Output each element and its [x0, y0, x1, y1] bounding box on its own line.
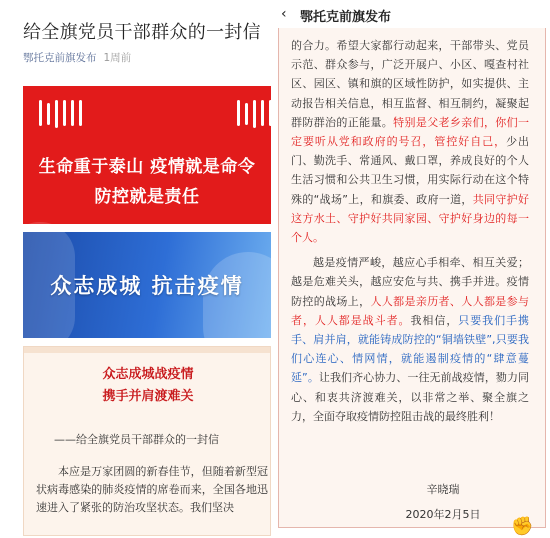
- p2-blue-highlight: 只要我们手携手、肩并肩，就能铸成防控的“铜墙铁壁”,只要我们心连心、情网情，就能遏制疫情的“肆意蔓延”。: [291, 313, 530, 385]
- p2-text: 我相信，: [410, 313, 459, 327]
- p2-text: 让我们齐心协力、一往无前战疫情，勠力同心、和衷共济渡难关，以非常之举、聚全旗之力，全面夺取疫情防控阻击战的最终胜利！: [291, 371, 530, 423]
- right-article-panel: [272, 0, 550, 537]
- nav-header: [272, 0, 550, 28]
- letter-frame: [278, 28, 546, 537]
- red-banner-line2: 防控就是责任: [94, 187, 200, 207]
- p1-highlight: 共同守护好这方水土、守护好共同家园、守护好身边的每一个人。: [291, 192, 529, 245]
- signature-date: 2020年2月5日: [405, 508, 481, 521]
- letter-subtitle: ——给全旗党员干部群众的一封信: [54, 433, 219, 446]
- blue-banner-image: [23, 232, 271, 338]
- paragraph-1: [291, 36, 529, 247]
- blue-banner-text: 众志成城 抗击疫情: [50, 274, 244, 298]
- red-banner-image: [23, 86, 271, 224]
- card-edge: [24, 347, 270, 353]
- publish-time: 1周前: [103, 52, 132, 64]
- signature-name: 辛晓瑞: [426, 483, 460, 496]
- header-title: 鄂托克前旗发布: [300, 10, 392, 25]
- letter-paragraph: 本应是万家团圆的新春佳节，但随着新型冠状病毒感染的肺炎疫情的席卷而来，全国各地迅速进入了紧张的防治攻坚状态。我们坚决: [36, 465, 268, 514]
- p1-text: 少出门、勤洗手、常通风、戴口罩，养成良好的个人生活习惯和公共卫生习惯，用实际行动在这个特殊的“战场”上，和旗委、政府一道，: [291, 135, 530, 206]
- red-banner-line1: 生命重于泰山 疫情就是命令: [38, 157, 256, 177]
- paragraph-2: [291, 253, 529, 426]
- left-article-panel: [0, 0, 272, 523]
- p2-text: 越是疫情严峻，越应心手相牵、相互关爱；越是危难关头，越应安危与共、携手并进。疫情防控的战场上，: [291, 256, 529, 308]
- raised-fist-icon: ✊: [511, 516, 534, 537]
- article-meta: [23, 50, 131, 65]
- letter-heading-1: 众志成城战疫情: [102, 367, 194, 382]
- letter-card: [23, 346, 271, 536]
- chevron-left-icon[interactable]: ‹: [281, 6, 287, 22]
- letter-body: [291, 36, 529, 426]
- p1-text: 的合力。希望大家都行动起来，干部带头、党员示范、群众参与，广泛开展户、小区、嘎查村社区、园区、镇和旗的区域性防护，如实提供、主动报告相关信息，相互监督、相互制约，凝聚起群防群治的正能量。: [291, 39, 529, 129]
- mongolian-script-decoration: [237, 100, 272, 128]
- letter-heading-2: 携手并肩渡难关: [102, 389, 194, 404]
- mongolian-script-decoration: [39, 100, 82, 128]
- p2-highlight: 人人都是亲历者、人人都是参与者，人人都是战斗者。: [291, 294, 530, 327]
- article-title: 给全旗党员干部群众的一封信: [23, 22, 261, 43]
- account-link[interactable]: 鄂托克前旗发布: [23, 52, 97, 64]
- p1-highlight: 特别是父老乡亲们，你们一定要听从党和政府的号召，管控好自己，: [291, 115, 530, 149]
